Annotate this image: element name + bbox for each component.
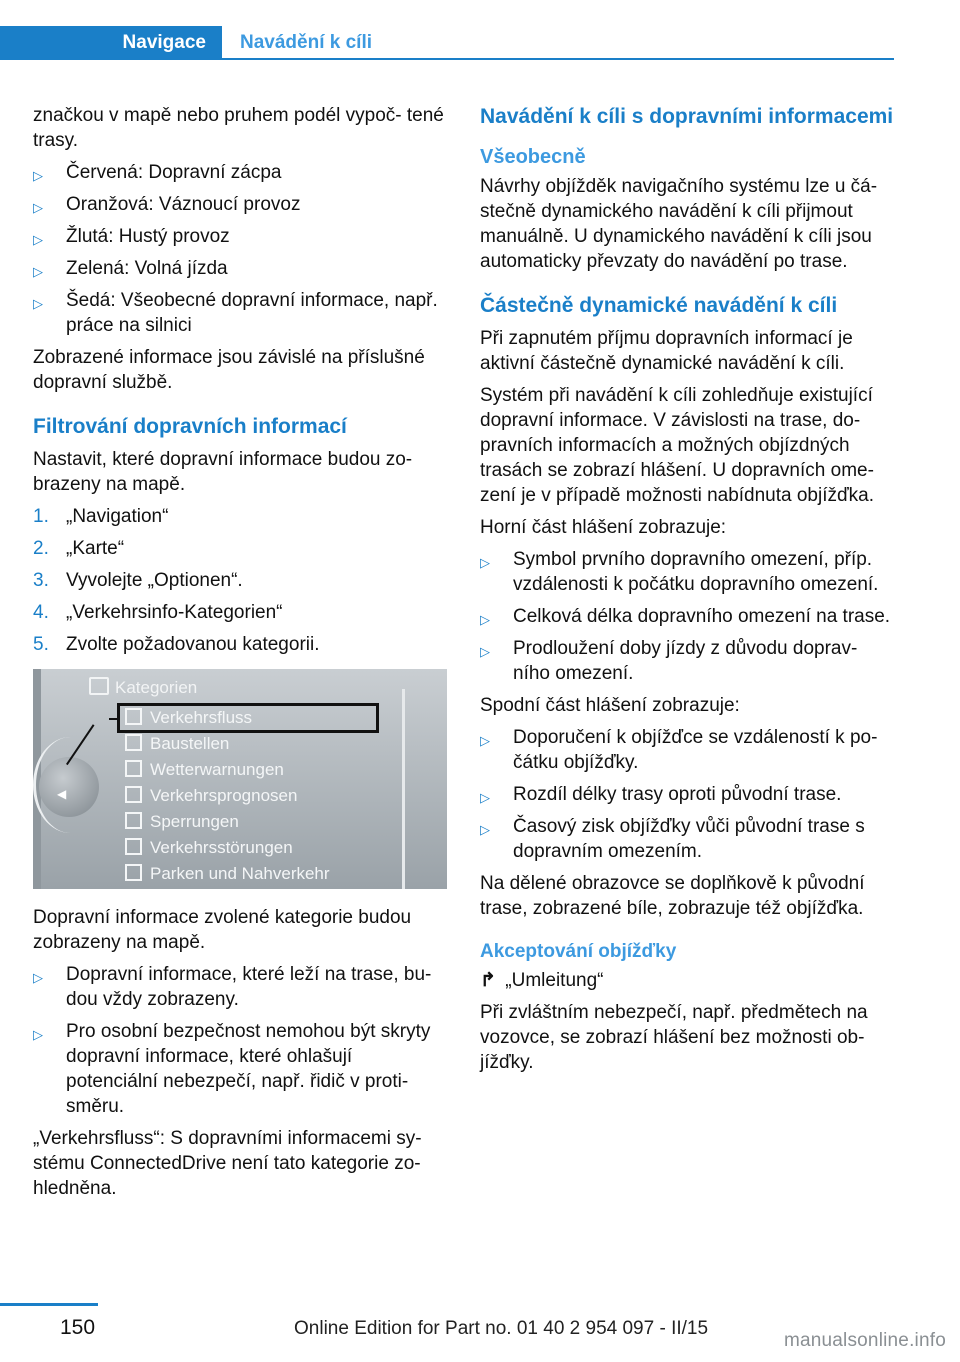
list-item: ▷ Žlutá: Hustý provoz <box>33 224 447 249</box>
pointer-line <box>109 718 119 720</box>
header-rule <box>222 58 894 60</box>
checkbox-icon <box>125 708 142 725</box>
lower-list <box>480 725 898 864</box>
category-item[interactable]: Verkehrsprognosen <box>125 783 330 809</box>
checkbox-icon <box>125 838 142 855</box>
list-item: ▷ Prodloužení doby jízdy z důvodu doprav‐ ního omezení. <box>480 638 858 684</box>
triangle-bullet-icon: ▷ <box>480 612 490 627</box>
category-item[interactable]: Verkehrsfluss <box>125 705 330 731</box>
triangle-bullet-icon: ▷ <box>480 790 490 805</box>
idrive-screenshot <box>33 669 447 889</box>
step-item: 5. Zvolte požadovanou kategorii. <box>33 634 320 655</box>
list-item: ▷ Dopravní informace, které leží na trase, bu‐ dou vždy zobrazeny. <box>33 964 432 1010</box>
general-text: Návrhy objížděk navigačního systému lze u čá‐ stečně dynamického navádění k cíli přijmout manuálně. U dynamického navádění k cíli jsou automaticky převzaty do navádění po trase. <box>480 176 878 272</box>
dependent-text: Zobrazené informace jsou závislé na příslušné dopravní službě. <box>33 347 425 393</box>
partial-heading: Částečně dynamické navádění k cíli <box>480 294 838 317</box>
triangle-bullet-icon: ▷ <box>33 232 43 247</box>
list-item: ▷ Časový zisk objížďky vůči původní trase s dopravním omezením. <box>480 816 865 862</box>
edition-note: Online Edition for Part no. 01 40 2 954 097 - II/15 <box>294 1318 709 1339</box>
checkbox-icon <box>125 786 142 803</box>
general-heading: Všeobecně <box>480 146 586 168</box>
list-item: ▷ Symbol prvního dopravního omezení, příp. vzdálenosti k počátku dopravního omezení. <box>480 549 879 595</box>
route-guidance-heading: Navádění k cíli s dopravními informacemi <box>480 105 894 128</box>
danger-text: Při zvláštním nebezpečí, např. předmětech na vozovce, se zobrazí hlášení bez možnosti ob‐ jížďky. <box>480 1002 868 1073</box>
list-item: ▷ Doporučení k objížďce se vzdáleností k po‐ čátku objížďky. <box>480 727 878 773</box>
triangle-bullet-icon: ▷ <box>480 644 490 659</box>
section-title: Navigace <box>122 32 206 53</box>
triangle-bullet-icon: ▷ <box>33 1027 43 1042</box>
upper-list <box>480 547 898 686</box>
upper-label: Horní část hlášení zobrazuje: <box>480 517 727 538</box>
subsection-title: Navádění k cíli <box>240 32 373 53</box>
list-item: ▷ Šedá: Všeobecné dopravní informace, např. práce na silnici <box>33 290 438 336</box>
checkbox-icon <box>125 760 142 777</box>
list-item: ▷ Oranžová: Váznoucí provoz <box>33 192 447 217</box>
triangle-bullet-icon: ▷ <box>480 822 490 837</box>
left-column <box>33 103 447 1208</box>
steps-list <box>33 504 447 657</box>
list-item: ▷ Celková délka dopravního omezení na trase. <box>480 604 898 629</box>
triangle-bullet-icon: ▷ <box>33 200 43 215</box>
triangle-bullet-icon: ▷ <box>480 733 490 748</box>
options-icon <box>89 677 109 695</box>
controller-knob[interactable] <box>39 757 99 817</box>
triangle-bullet-icon: ▷ <box>33 970 43 985</box>
after-screen-text: Dopravní informace zvolené kategorie budou zobrazeny na mapě. <box>33 907 412 953</box>
triangle-bullet-icon: ▷ <box>33 296 43 311</box>
lower-label: Spodní část hlášení zobrazuje: <box>480 695 740 716</box>
checkbox-icon <box>125 864 142 881</box>
screen-title: Kategorien <box>89 675 197 700</box>
triangle-bullet-icon: ▷ <box>480 555 490 570</box>
step-item: 3. Vyvolejte „Optionen“. <box>33 570 243 591</box>
accept-row: ↱ „Umleitung“ <box>480 970 604 991</box>
watermark: manualsonline.info <box>783 1330 946 1351</box>
partial-text-2: Systém při navádění k cíli zohledňuje existující dopravní informace. V závislosti na trase, do‐ pravních informacích a možných objízdných trasách se zobrazí hlášení. U dopravních ome‐ zení je v případě možnosti nabídnuta objížďka. <box>480 385 875 506</box>
page-number-rule <box>0 1303 98 1306</box>
list-item: ▷ Zelená: Volná jízda <box>33 256 447 281</box>
filter-heading: Filtrování dopravních informací <box>33 415 347 438</box>
category-item[interactable]: Wetterwarnungen <box>125 757 330 783</box>
page-number: 150 <box>60 1316 96 1339</box>
flow-note: „Verkehrsfluss“: S dopravními informacemi sy‐ stému ConnectedDrive není tato kategorie zo‐ hledněna. <box>33 1128 422 1199</box>
category-item[interactable]: Verkehrsstörungen <box>125 835 330 861</box>
step-item: 1. „Navigation“ <box>33 506 169 527</box>
step-item: 4. „Verkehrsinfo-Kategorien“ <box>33 602 283 623</box>
right-column <box>480 103 898 1082</box>
split-text: Na dělené obrazovce se doplňkově k původní trase, zobrazené bíle, zobrazuje též objížďka. <box>480 873 865 919</box>
triangle-bullet-icon: ▷ <box>33 264 43 279</box>
list-item: ▷ Červená: Dopravní zácpa <box>33 160 447 185</box>
left-arrow-icon: ◀ <box>57 787 67 801</box>
partial-text-1: Při zapnutém příjmu dopravních informací je aktivní částečně dynamické navádění k cíli. <box>480 328 853 374</box>
scroll-rail <box>402 689 421 889</box>
step-item: 2. „Karte“ <box>33 538 125 559</box>
category-item[interactable]: Baustellen <box>125 731 330 757</box>
triangle-bullet-icon: ▷ <box>33 168 43 183</box>
color-list <box>33 160 447 338</box>
category-item[interactable]: Parken und Nahverkehr <box>125 861 330 887</box>
accept-heading: Akceptování objížďky <box>480 941 677 962</box>
section-tab <box>0 26 222 60</box>
intro-text: značkou v mapě nebo pruhem podél vypoč‐ tené trasy. <box>33 105 444 151</box>
category-list <box>125 705 330 887</box>
notes-list <box>33 962 447 1119</box>
detour-arrow-icon: ↱ <box>480 970 496 991</box>
page-header <box>0 26 894 60</box>
filter-text: Nastavit, které dopravní informace budou zo‐ brazeny na mapě. <box>33 449 413 495</box>
category-item[interactable]: Sperrungen <box>125 809 330 835</box>
list-item: ▷ Rozdíl délky trasy oproti původní trase. <box>480 782 898 807</box>
checkbox-icon <box>125 734 142 751</box>
checkbox-icon <box>125 812 142 829</box>
list-item: ▷ Pro osobní bezpečnost nemohou být skryty dopravní informace, které ohlašují potenciální nebezpečí, např. řidič v proti‐ směru. <box>33 1021 431 1117</box>
